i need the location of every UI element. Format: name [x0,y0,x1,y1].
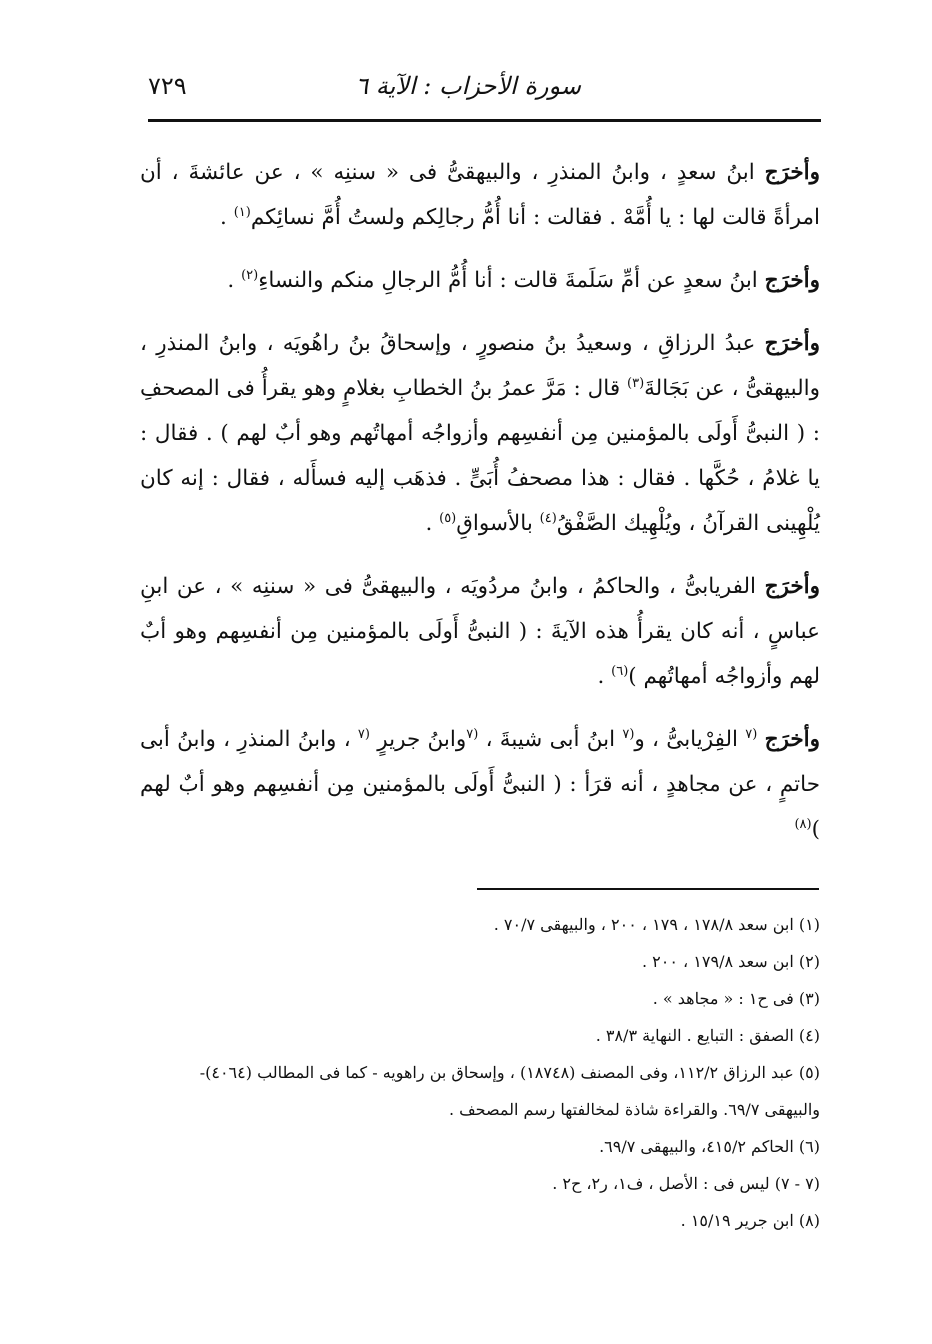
main-text [140,150,820,870]
footnote-ref: (٥) [439,510,457,526]
paragraph-tail: . [597,664,612,689]
footnote-ref: (٦) [611,663,629,679]
footnote: (٤) الصفق : التبايع . النهاية ٣٨/٣ . [595,1026,820,1045]
paragraph-tail: قال : مَرَّ عمرُ بنُ الخطابِ بغلامٍ وهو يقرأُ فى المصحفِ : ( النبىُّ أَولَى بالمؤمنين مِن أنفسِهم وأزواجُه أمهاتُهم وهو أبٌ لهم ) . فقال : يا غلامُ ، حُكَّها . فقال : هذا مصحفُ أُبَىٍّ . فذهَب إليه فسأَله ، فقال : إنه كان يُلْهِينى القرآنُ ، ويُلْهِيك الصَّفْقُ [140,376,820,536]
footnote: (٢) ابن سعد ١٧٩/٨ ، ٢٠٠ . [641,952,820,971]
paragraph-text: ابنُ سعدٍ ، وابنُ المنذرِ ، والبيهقىُّ فى « سننِه » ، عن عائشةَ ، أن امرأةً قالت لها : يا أُمَّهْ . فقالت : أنا أُمُّ رجالِكم ولستُ أُمَّ نسائِكم [140,160,820,230]
footnote-ref: (١) [233,204,251,220]
footnote-ref: (٧ [357,726,370,742]
footnotes-rule [477,888,819,890]
paragraph-lead: وأخرَج [764,268,820,293]
footnote: (٣) فى ح١ : « مجاهد » . [652,989,820,1008]
paragraph-lead: وأخرَج [764,331,820,356]
footnote-ref: (٤) [539,510,557,526]
footnote-ref: (٧ [745,726,758,742]
footnote: (٦) الحاكم ٤١٥/٢، والبيهقى ٦٩/٧. [599,1137,820,1156]
paragraph-tail: ، وابنُ المنذرِ ، وابنُ أبى حاتمٍ ، عن مجاهدٍ ، أنه قرَأ : ( النبىُّ أَولَى بالمؤمنين مِن أنفسِهم وهو أبٌ لهم ) [140,727,820,842]
paragraph-text: الفريابىُّ ، والحاكمُ ، وابنُ مردُويَه ، والبيهقىُّ فى « سننِه » ، عن ابنِ عباسٍ ، أنه كان يقرأُ هذه الآيةَ : ( النبىُّ أَولَى بالمؤمنين مِن أنفسِهم وهو أبٌ لهم وأزواجُه أمهاتُهم ) [140,574,820,689]
paragraph-tail: الفِرْيابىُّ ، و [634,727,746,752]
footnote-ref: (٣) [627,375,645,391]
header-rule [148,119,821,122]
footnote: (٧ - ٧) ليس فى : الأصل ، ف١، ر٢، ح٢ . [552,1174,820,1193]
footnote-ref: (٧ [466,726,479,742]
paragraph [140,321,820,546]
footnote-ref: (٧ [622,726,635,742]
paragraph-tail: وابنُ جريرٍ [369,727,467,752]
paragraph [140,564,820,699]
footnote: (١) ابن سعد ١٧٨/٨ ، ١٧٩ ، ٢٠٠ ، والبيهقى ٧٠/٧ . [493,915,820,934]
footnote: (٥) عبد الرزاق ١١٢/٢، وفى المصنف (١٨٧٤٨) ، وإسحاق بن راهويه - كما فى المطالب (٤٠٦٤)- والبيهقى ٦٩/٧. والقراءة شاذة لمخالفتها رسم المصحف . [199,1063,820,1119]
footnote-ref: (٨) [794,816,812,832]
paragraph-lead: وأخرَج [764,574,820,599]
paragraph-text [757,727,764,752]
paragraph-tail: . [220,205,234,230]
page-number: ٧٢٩ [148,72,187,100]
footnote: (٨) ابن جرير ١٥/١٩ . [680,1211,820,1230]
footnote-ref: (٢) [241,267,259,283]
footnotes [140,906,820,1239]
paragraph-tail: بالأسواقِ [456,511,540,536]
paragraph [140,717,820,852]
paragraph [140,258,820,303]
paragraph-tail: . [425,511,440,536]
paragraph [140,150,820,240]
paragraph-tail: ابنُ أبى شيبةَ ، [478,727,623,752]
running-title: سورة الأحزاب : الآية ٦ [355,72,581,100]
paragraph-text: ابنُ سعدٍ عن أمِّ سَلَمةَ قالت : أنا أُمُّ الرجالِ منكم والنساءِ [258,268,765,293]
paragraph-text: عبدُ الرزاقِ ، وسعيدُ بنُ منصورٍ ، وإسحاقُ بنُ راهُويَه ، وابنُ المنذرِ ، والبيهقىُّ ، عن بَجَالةَ [140,331,820,401]
paragraph-lead: وأخرَج [764,160,820,185]
paragraph-tail: . [227,268,242,293]
page-header [148,72,821,112]
paragraph-lead: وأخرَج [764,727,820,752]
